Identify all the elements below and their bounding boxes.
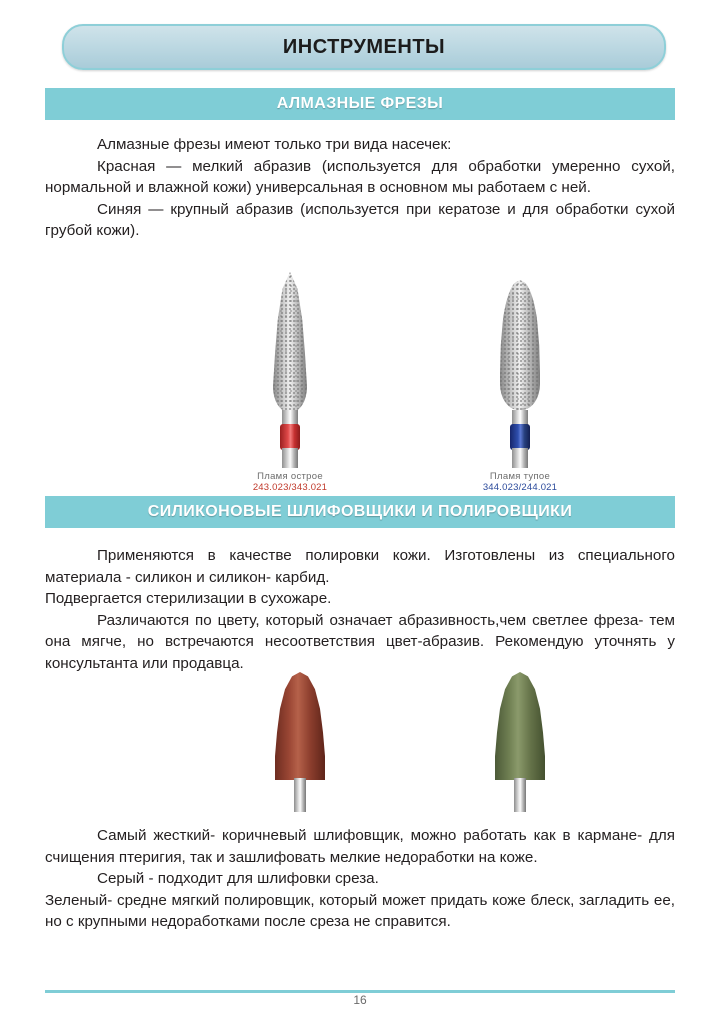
paragraph: Применяются в качестве полировки кожи. Изготовлены из специального материала - силикон и силикон- карбид. (45, 547, 675, 586)
diamond-bit-pointed-drawing (260, 272, 320, 467)
paragraph: Красная — мелкий абразив (используется для обработки умеренно сухой, нормальной и влажной кожи) универсальная в основном мы работаем с ней. (45, 157, 675, 197)
diamond-bit-rounded (445, 272, 595, 493)
diamond-bit-pointed (215, 272, 365, 493)
polisher-head-icon (275, 672, 325, 780)
bit-shank (514, 778, 526, 812)
section-header-silicone-label: СИЛИКОНОВЫЕ ШЛИФОВЩИКИ И ПОЛИРОВЩИКИ (147, 503, 573, 520)
section-silicone-text-bottom (45, 825, 675, 933)
paragraph: Зеленый- средне мягкий полировщик, который может придать коже блеск, загладить ее, но с крупными недоработками после среза не справится. (45, 891, 675, 931)
page-title-banner (62, 24, 666, 70)
paragraph: Самый жесткий- коричневый шлифовщик, можно работать как в кармане- для счищения птеригия, так и зашлифовать мелкие недоработки на коже. (45, 827, 675, 866)
silicone-polisher-figures (45, 672, 675, 817)
abrasive-head-icon (500, 280, 540, 410)
diamond-bit-rounded-drawing (490, 272, 550, 467)
color-ring-red (280, 424, 300, 450)
section-silicone-text-top (45, 545, 675, 674)
paragraph: Синяя — крупный абразив (используется при кератозе и для обработки сухой грубой кожи). (45, 200, 675, 240)
bit-shank (282, 448, 298, 468)
section-diamond-text (45, 134, 675, 242)
diamond-bit-figures (45, 272, 675, 493)
color-ring-blue (510, 424, 530, 450)
section-header-silicone (45, 496, 675, 528)
bit-shank (294, 778, 306, 812)
page-number: 16 (353, 993, 367, 1007)
paragraph: Алмазные фрезы имеют только три вида насечек: (97, 136, 452, 153)
paragraph: Серый - подходит для шлифовки среза. (97, 870, 379, 888)
silicone-polisher-green (450, 672, 590, 812)
section-header-diamond (45, 88, 675, 120)
paragraph: Подвергается стерилизации в сухожаре. (45, 590, 332, 608)
bit-code: 344.023/244.021 (482, 482, 558, 493)
silicone-polisher-brown-drawing (265, 672, 335, 812)
bit-code: 243.023/343.021 (252, 482, 328, 493)
bit-caption: Пламя острое (257, 471, 323, 482)
bit-caption: Пламя тупое (489, 471, 551, 482)
abrasive-head-icon (273, 272, 307, 412)
silicone-polisher-brown (230, 672, 370, 812)
section-header-diamond-label: АЛМАЗНЫЕ ФРЕЗЫ (276, 95, 444, 112)
polisher-head-icon (495, 672, 545, 780)
bit-shank (512, 448, 528, 468)
page-title: ИНСТРУМЕНТЫ (282, 35, 446, 58)
paragraph: Различаются по цвету, который означает абразивность,чем светлее фреза- тем она мягче, но встречаются несоответствия цвет-абразив. Рекомендую уточнять у консультанта или продавца. (45, 611, 675, 672)
silicone-polisher-green-drawing (485, 672, 555, 812)
